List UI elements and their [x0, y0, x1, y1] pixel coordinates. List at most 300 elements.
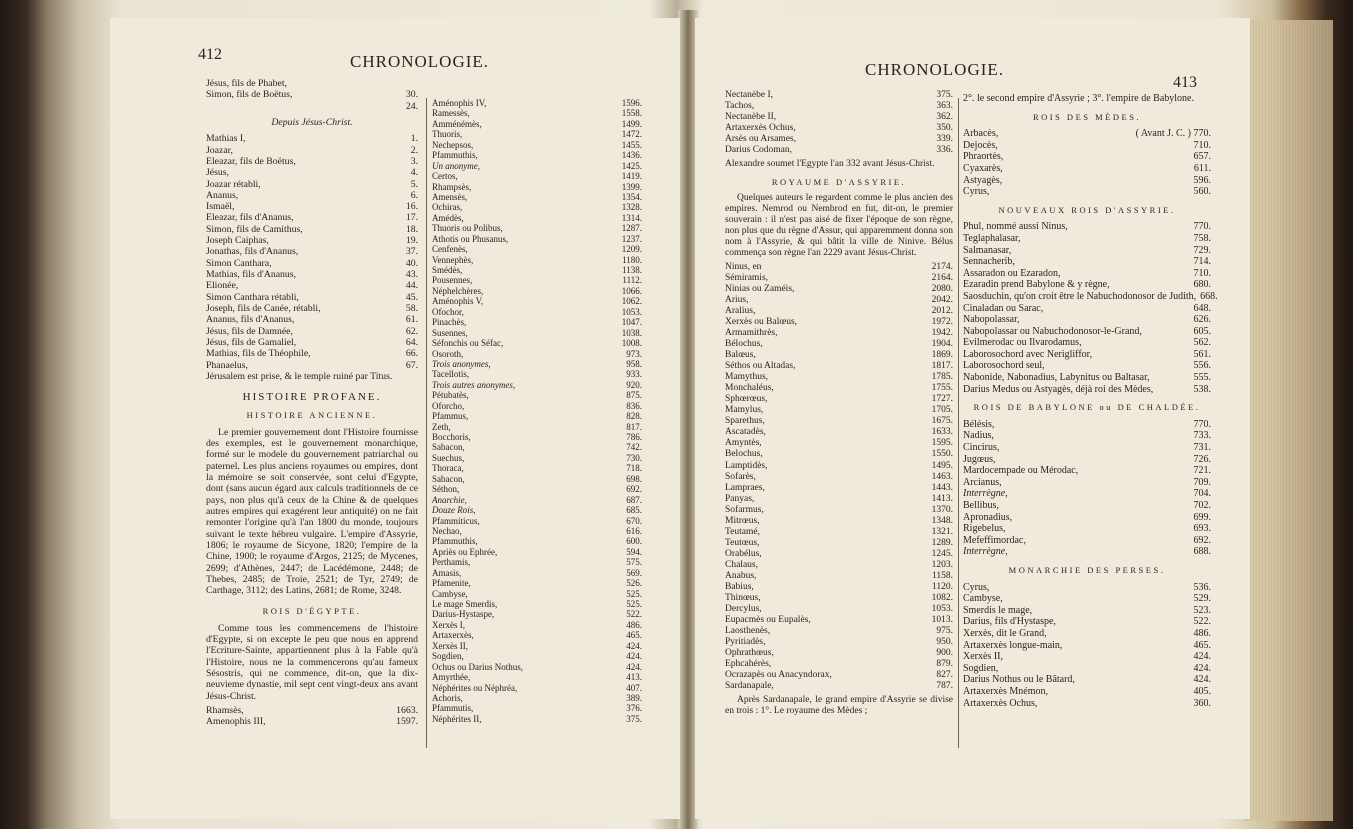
entry-name: Sardanapale, [725, 680, 774, 691]
list-entry [725, 505, 953, 516]
entry-name: Tachos, [725, 101, 755, 112]
entry-year: 2080. [931, 284, 953, 295]
entry-year: 1472. [621, 129, 642, 140]
entry-name: Thuoris ou Polibus, [432, 223, 503, 234]
list-entry [725, 339, 953, 350]
entry-name: Nabopolassar, [963, 314, 1020, 326]
right-page-number: 413 [1173, 74, 1197, 91]
entry-year: 958. [626, 358, 642, 369]
entry-year: 726. [1193, 453, 1211, 465]
entry-year: 1314. [621, 212, 642, 223]
entry-year: 730. [626, 452, 642, 463]
entry-name: Arcianus, [963, 476, 1002, 488]
list-entry [963, 605, 1211, 617]
paragraph-ancienne: Le premier gouvernement dont l'Histoire fournisse des exemples, est le gouvernement monarchique, formé sur le modele du gouvernement patriarchal ou paternel. Les plus anciens royaumes ou empires, dont la mémoire se soit conservée, sont celui d'Egypte, dont (sans aucun égard aux calculs traditionnels de ce pays, non plus qu'à ceux de la Chine & de quelques autres empires qui exagérent leur antiquité) on ne fait remonter l'origine qu'à l'an 1800 du monde, toujours suivant le texte hébreu vulgaire. L'empire d'Assyrie, 1806; le royaume de Sicyone, 1820; l'empire de la Chine, 1900; le royaume d'Argos, 2125; de Mycenes, 2699; d'Athènes, 2447; de Lacédémone, 2448; de Thebes, 2485; de Troie, 2521; de Tyr, 2749; de Carthage, 3112; des Latins, 2681; de Rome, 3248. [206, 426, 418, 597]
entry-name: Astyagès, [963, 174, 1003, 186]
entry-name: Jugœus, [963, 453, 996, 465]
entry-year: 714. [1193, 256, 1211, 268]
entry-year: 611. [1193, 162, 1211, 174]
list-entry [725, 461, 953, 472]
list-entry [725, 670, 953, 681]
entry-year: 424. [626, 640, 642, 651]
entry-year: ( Avant J. C. ) 770. [1135, 128, 1211, 140]
entry-name: Aménophis IV, [432, 98, 487, 108]
list-entry [963, 640, 1211, 652]
entry-year: 538. [1193, 383, 1211, 395]
entry-year: 561. [1193, 348, 1211, 360]
entry-year: 1633. [931, 427, 953, 438]
list-entry [963, 314, 1211, 326]
entry-name: Nechepsos, [432, 139, 474, 150]
entry-name: Joseph Caiphas, [206, 235, 269, 247]
list-entry [963, 419, 1211, 431]
entry-year: 526. [626, 578, 642, 589]
entry-year: 879. [936, 658, 953, 669]
list-entry [206, 133, 418, 144]
list-entry [432, 683, 642, 693]
entry-year: 699. [1193, 511, 1211, 523]
entry-name: Rigebelus, [963, 523, 1006, 535]
list-entry [432, 223, 642, 233]
entry-year: 1413. [931, 493, 953, 504]
list-entry [432, 703, 642, 713]
entry-year: 1008. [621, 338, 642, 349]
entry-year: 465. [1193, 639, 1211, 651]
list-entry [206, 371, 418, 382]
list-entry [963, 465, 1211, 477]
entry-year: 16. [405, 201, 418, 213]
list-entry [725, 317, 953, 328]
entry-name: Nechao, [432, 525, 462, 536]
entry-name: Darius Medus ou Astyagès, déjà roi des Mèdes, [963, 383, 1154, 395]
list-entry [725, 383, 953, 394]
entry-year: 375. [936, 90, 953, 100]
entry-name: Sabacon, [432, 473, 465, 484]
entry-year: 687. [626, 494, 642, 505]
entry-name: Pfammutis, [432, 703, 474, 714]
entry-name: Nectanèbe I, [725, 90, 773, 100]
entry-name: Amensès, [432, 191, 468, 202]
list-entry [725, 350, 953, 361]
entry-name: Ezaradin prend Babylone & y règne, [963, 279, 1110, 291]
entry-name: Trois anonymes, [432, 358, 491, 369]
entry-year: 1328. [621, 202, 642, 213]
list-entry [206, 201, 418, 212]
entry-name: Ananus, [206, 189, 239, 201]
entry-name: Simon Canthara, [206, 257, 272, 269]
list-entry [725, 483, 953, 494]
list-entry [963, 477, 1211, 489]
entry-year: 407. [626, 682, 642, 693]
paragraph-assyrie: Quelques auteurs le regardent comme le plus ancien des empires. Nemrod ou Nembrod en fut, dit-on, le premier souverain : il n'est pas aisé de fixer l'époque de son règne, non plus que du règne d'Assur, qui apparemment donna son nom à l'Assyrie, & qui bâtit la ville de Ninive. Bélus commença son règne l'an 2229 avant Jésus-Christ. [725, 193, 953, 259]
list-entry [432, 453, 642, 463]
list-entry [725, 134, 953, 145]
entry-name: Smerdis le mage, [963, 604, 1033, 616]
list-entry [963, 663, 1211, 675]
list-entry [963, 256, 1211, 268]
list-entry [432, 463, 642, 473]
entry-year: 1443. [931, 482, 953, 493]
entry-year: 2. [410, 144, 418, 156]
list-entry [432, 129, 642, 139]
entry-name: Laborosochord seul, [963, 360, 1045, 372]
entry-name: Arsès ou Arsames, [725, 134, 796, 145]
entry-year: 1436. [621, 150, 642, 161]
entry-year: 465. [626, 630, 642, 641]
entry-name: Balœus, [725, 350, 756, 361]
entry-name: Dejocès, [963, 139, 998, 151]
entry-name: Salmanasar, [963, 244, 1012, 256]
entry-year: 657. [1193, 151, 1211, 163]
entry-name: Bélésis, [963, 418, 995, 430]
entry-year: 626. [1193, 314, 1211, 326]
entry-year: 424. [626, 661, 642, 672]
entry-name: Armamithrès, [725, 328, 778, 339]
list-entry [725, 560, 953, 571]
list-entry [206, 190, 418, 201]
rois-egypte-heading: ROIS D'ÉGYPTE. [262, 606, 362, 617]
entry-year: 62. [405, 325, 418, 337]
entry-name: Bélochus, [725, 339, 763, 350]
entry-year: 1245. [931, 548, 953, 559]
list-entry [432, 474, 642, 484]
entry-year: 1370. [931, 504, 953, 515]
entry-name: Perthamis, [432, 557, 471, 568]
entry-year [414, 78, 418, 89]
entry-name: Cinaladan ou Sarac, [963, 302, 1044, 314]
list-entry [432, 140, 642, 150]
entry-name: Pfammus, [432, 411, 469, 422]
list-entry [432, 108, 642, 118]
entry-name: Néphérites II, [432, 713, 482, 724]
entry-name: Pousennes, [432, 275, 473, 286]
entry-name: Eleazar, fils d'Ananus, [206, 212, 294, 224]
entry-year: 529. [1193, 593, 1211, 605]
entry-name: Zeth, [432, 421, 451, 432]
right-column-b [963, 90, 1218, 709]
entry-year: 2012. [931, 306, 953, 317]
entry-year: 43. [405, 269, 418, 280]
entry-name: Cenfenès, [432, 244, 468, 255]
list-entry [206, 258, 418, 269]
entry-year: 1287. [621, 223, 642, 234]
entry-name: Pfammuthis, [432, 150, 478, 161]
entry-year: 1675. [931, 416, 953, 427]
list-entry [963, 593, 1211, 605]
entry-year: 1158. [931, 570, 953, 581]
list-entry [725, 405, 953, 416]
nouveaux-rois-heading: NOUVEAUX ROIS D'ASSYRIE. [998, 204, 1176, 215]
entry-year: 525. [626, 599, 642, 609]
list-entry [432, 505, 642, 515]
list-entry [432, 275, 642, 285]
entry-name: Eleazar, fils de Boëtus, [206, 155, 296, 167]
entry-year: 1120. [931, 581, 953, 592]
list-entry [963, 686, 1211, 698]
entry-name: Nabonide, Nabonadius, Labynitus ou Baltasar, [963, 372, 1150, 384]
left-page [110, 18, 680, 819]
entry-name: Thinœus, [725, 592, 761, 603]
entry-year: 424. [626, 651, 642, 662]
list-entry [432, 182, 642, 192]
entry-name: Rhampsès, [432, 181, 472, 192]
entry-name: Apronadius, [963, 511, 1013, 523]
entry-name: Athotis ou Phusanus, [432, 233, 509, 244]
list-entry [206, 235, 418, 246]
list-entry [725, 626, 953, 637]
list-entry [432, 442, 642, 452]
entry-year: 698. [626, 473, 642, 484]
list-entry [963, 454, 1211, 466]
entry-name: Douze Rois, [432, 505, 476, 516]
entry-name: Susennes, [432, 327, 468, 338]
list-entry [432, 557, 642, 567]
list-entry [963, 175, 1211, 187]
list-entry [206, 156, 418, 167]
list-entry [432, 568, 642, 578]
list-entry [432, 234, 642, 244]
entry-year: 836. [626, 400, 642, 411]
entry-name: Dercylus, [725, 603, 762, 614]
list-entry [206, 326, 418, 337]
list-entry [206, 314, 418, 325]
section-heading-depuis: Depuis Jésus-Christ. [271, 116, 353, 128]
list-entry [432, 411, 642, 421]
entry-name: Darius, fils d'Hystaspe, [963, 616, 1056, 628]
list-entry [725, 284, 953, 295]
entry-name: Lampraes, [725, 482, 765, 493]
list-entry [725, 637, 953, 648]
entry-year: 770. [1193, 221, 1211, 233]
list-entry [432, 359, 642, 369]
entry-name: Aménophis V, [432, 296, 484, 307]
list-entry [963, 163, 1211, 175]
list-entry [432, 380, 642, 390]
entry-year: 58. [405, 302, 418, 314]
list-entry [725, 516, 953, 527]
list-entry [206, 246, 418, 257]
entry-year: 30. [405, 89, 418, 101]
entry-name: Ephcahérès, [725, 658, 772, 669]
entry-name: Amasis, [432, 567, 462, 578]
entry-year: 600. [626, 536, 642, 547]
entry-year: 648. [1193, 302, 1211, 314]
list-entry [725, 538, 953, 549]
entry-year: 66. [405, 348, 418, 360]
entry-name: Nadius, [963, 430, 994, 442]
entry-year: 668. [1200, 290, 1218, 302]
entry-year: 522. [626, 609, 642, 620]
list-entry [206, 224, 418, 235]
entry-year [414, 371, 418, 382]
entry-year: 975. [936, 625, 953, 636]
entry-year: 729. [1193, 244, 1211, 256]
list-entry [963, 523, 1211, 535]
list-entry [725, 306, 953, 317]
list-entry [432, 578, 642, 588]
entry-name: Certos, [432, 171, 458, 182]
entry-name: Darius Nothus ou le Bâtard, [963, 674, 1075, 686]
entry-name: Xerxès II, [432, 640, 468, 651]
list-entry [432, 286, 642, 296]
entry-name: Pinachès, [432, 317, 467, 328]
list-entry [725, 604, 953, 615]
rois-babylone-heading: ROIS DE BABYLONE ou DE CHALDÉE. [973, 402, 1201, 413]
paragraph-egypte: Comme tous les commencemens de l'histoire d'Egypte, si on excepte le peu que nous en apprend l'Ecriture-Sainte, appartiennent plus à la Fable qu'à l'Histoire, nous ne la commencerons qu'au fameux Sésostris, qui ne commence, dit-on, que la dix-neuvieme dynastie, mil sept cent vingt-deux ans avant Jésus-Christ. [206, 622, 418, 702]
list-entry [725, 494, 953, 505]
list-entry [432, 526, 642, 536]
list-entry [725, 328, 953, 339]
list-entry [432, 672, 642, 682]
entry-year: 1550. [931, 449, 953, 460]
entry-name: Chalaus, [725, 559, 758, 570]
list-entry [725, 681, 953, 692]
entry-year: 1869. [931, 350, 953, 361]
list-entry [432, 213, 642, 223]
right-page [695, 18, 1250, 819]
entry-year: 424. [1193, 662, 1211, 674]
entry-name: Teutœus, [725, 537, 760, 548]
entry-year: 1038. [621, 327, 642, 338]
entry-name: Simon, fils de Camithus, [206, 223, 303, 235]
list-entry [432, 161, 642, 171]
list-entry [963, 616, 1211, 628]
entry-name: Teutamé, [725, 526, 760, 537]
list-entry [725, 472, 953, 483]
entry-year: 596. [1193, 174, 1211, 186]
entry-year: 45. [405, 291, 418, 303]
list-entry [963, 303, 1211, 315]
list-entry [725, 123, 953, 134]
entry-year: 4. [410, 167, 418, 179]
list-entry [963, 500, 1211, 512]
entry-year: 817. [626, 421, 642, 432]
histoire-profane-heading: HISTOIRE PROFANE. [242, 391, 382, 404]
entry-year: 569. [626, 567, 642, 578]
entry-name: Séthon, [432, 484, 460, 495]
entry-year: 1942. [931, 328, 953, 339]
entry-name: Amenophis III, [206, 716, 266, 728]
entry-name: Thuoris, [432, 129, 463, 140]
left-column-b [432, 98, 642, 724]
entry-year: 973. [626, 348, 642, 359]
entry-year: 1463. [931, 471, 953, 482]
entry-name: Vennephès, [432, 254, 474, 265]
list-entry [432, 150, 642, 160]
entry-year: 1138. [622, 265, 642, 275]
entry-year: 685. [626, 505, 642, 516]
list-entry [725, 273, 953, 284]
entry-year: 770. [1193, 418, 1211, 430]
list-entry [432, 317, 642, 327]
entry-name: Smédès, [432, 265, 463, 275]
list-entry [206, 78, 418, 89]
entry-name: Pfammiticus, [432, 515, 480, 526]
entry-year: 560. [1193, 186, 1211, 198]
entry-name: Simon Canthara rétabli, [206, 291, 299, 303]
entry-year: 1495. [931, 460, 953, 471]
entry-year: 376. [626, 703, 642, 714]
list-entry [432, 641, 642, 651]
list-entry [963, 651, 1211, 663]
entry-year: 2174. [931, 262, 953, 273]
entry-name: Artaxerxès Mnémon, [963, 685, 1048, 697]
list-entry [725, 394, 953, 405]
list-entry [432, 202, 642, 212]
entry-year: 2164. [931, 273, 953, 284]
list-entry [963, 128, 1211, 140]
entry-name: Sogdien, [963, 662, 999, 674]
paragraph-sardanapale: Après Sardanapale, le grand empire d'Assyrie se divise en trois : 1°. Le royaume des Mèdes ; [725, 694, 953, 716]
entry-name: Ramessès, [432, 108, 470, 119]
entry-name: Tacellotis, [432, 369, 470, 380]
list-entry [725, 549, 953, 560]
list-entry [725, 582, 953, 593]
entry-name: Joazar, [206, 144, 233, 156]
entry-name: Sabacon, [432, 442, 465, 453]
entry-name: Arius, [725, 295, 749, 306]
list-entry [725, 615, 953, 626]
list-entry [963, 233, 1211, 245]
entry-name: Sphœrœus, [725, 394, 768, 405]
list-entry [432, 98, 642, 108]
histoire-ancienne-heading: HISTOIRE ANCIENNE. [246, 410, 378, 421]
entry-year: 1817. [931, 361, 953, 372]
alexandre-note: Alexandre soumet l'Egypte l'an 332 avant Jésus-Christ. [725, 159, 935, 170]
right-running-head: CHRONOLOGIE. [865, 60, 1005, 79]
entry-year: 1727. [931, 394, 953, 405]
entry-year: 1053. [621, 306, 642, 317]
entry-year: 555. [1193, 372, 1211, 384]
entry-year: 1419. [621, 171, 642, 182]
entry-name: Cyrus, [963, 581, 990, 593]
entry-year: 709. [1193, 476, 1211, 488]
list-entry [432, 630, 642, 640]
entry-year: 350. [936, 123, 953, 134]
entry-year: 1013. [931, 614, 953, 625]
entry-name: Monchaléus, [725, 383, 774, 394]
list-entry [432, 609, 642, 619]
entry-name: Assaradon ou Ezaradon, [963, 267, 1061, 279]
entry-year: 1289. [931, 537, 953, 548]
entry-name: Ophrathœus, [725, 647, 774, 658]
entry-name: Bellibus, [963, 500, 999, 511]
list-entry [725, 416, 953, 427]
entry-name: Evilmerodac ou Ilvarodamus, [963, 337, 1082, 349]
entry-name: Cyaxarès, [963, 162, 1003, 174]
list-entry [432, 244, 642, 254]
entry-name: Xerxès II, [963, 651, 1003, 663]
entry-year: 1. [410, 133, 418, 145]
left-page-number: 412 [198, 46, 222, 63]
entry-name: Jésus, fils de Damnée, [206, 325, 293, 337]
entry-year: 405. [1193, 685, 1211, 697]
royaume-assyrie-heading: ROYAUME D'ASSYRIE. [771, 177, 907, 188]
page-edges [1243, 20, 1333, 821]
entry-name: Ocrazapès ou Anacyndorax, [725, 669, 832, 680]
entry-year: 1663. [396, 704, 418, 716]
entry-name: Pfammuthis, [432, 536, 478, 547]
entry-name: Apriès ou Ephrée, [432, 546, 498, 557]
list-entry [725, 361, 953, 372]
entry-name: Sennacherib, [963, 256, 1015, 268]
entry-name: Mamythus, [725, 372, 769, 383]
entry-name: Ofochor, [432, 306, 464, 317]
entry-year: 616. [626, 525, 642, 536]
list-entry [432, 620, 642, 630]
list-entry [963, 442, 1211, 454]
entry-year: 1348. [931, 515, 953, 526]
